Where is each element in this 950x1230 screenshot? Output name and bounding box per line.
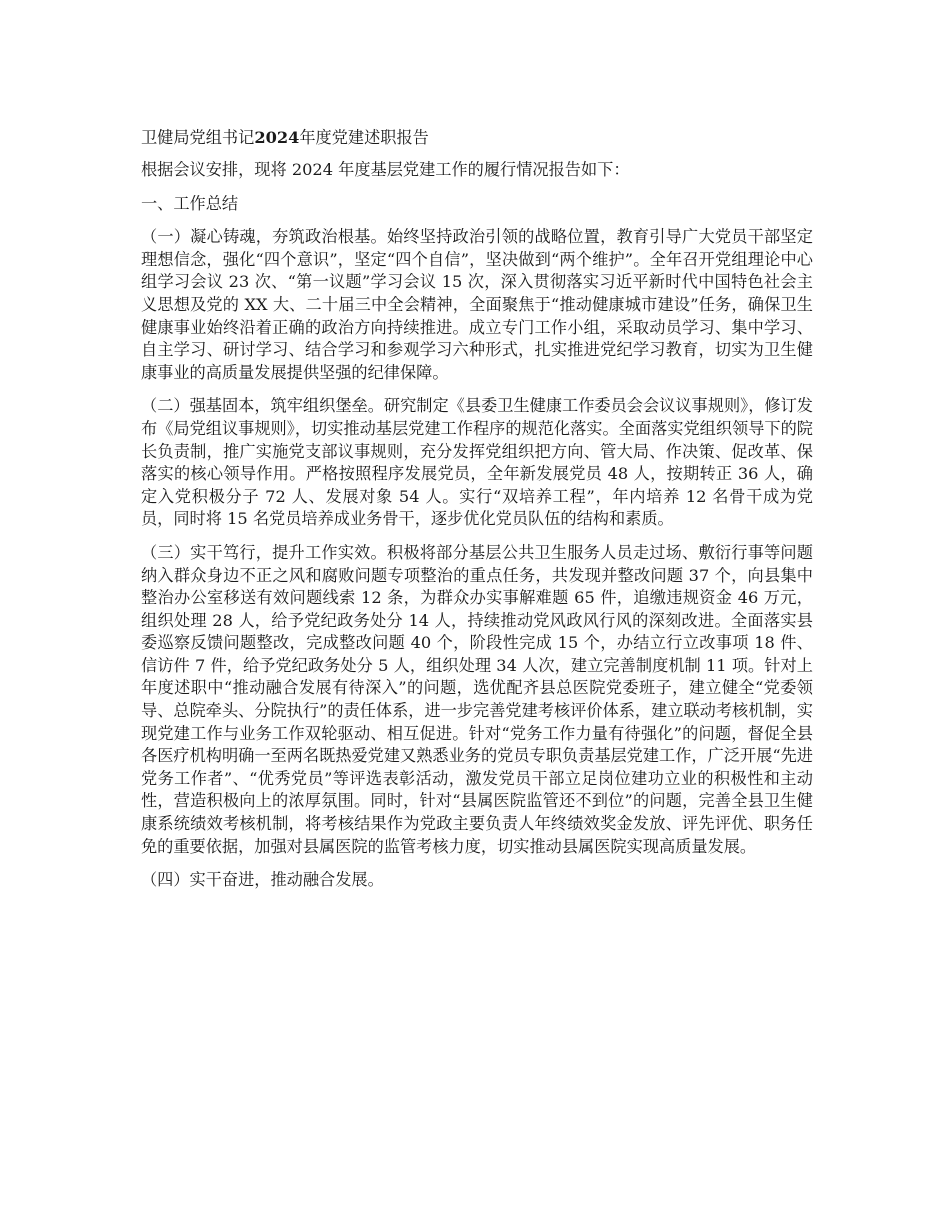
- section-heading-integration: （四）实干奋进，推动融合发展。: [141, 870, 384, 890]
- document-title: [141, 126, 813, 150]
- paragraph-work-effectiveness: （三）实干笃行，提升工作实效。积极将部分基层公共卫生服务人员走过场、敷衍行事等问题纳入群众身边不正之风和腐败问题专项整治的重点任务，共发现并整改问题 37 个，向县集中整治办公室移送有效问题线索 12 条，为群众办实事解难题 65 件，追缴违规资金 46 万元，组织处理 28 人，给予党纪政务处分 14 人，持续推动党风政风行风的深刻改进。全面落实县委巡察反馈问题整改，完成整改问题 40 个，阶段性完成 15 个，办结立行立改事项 18 件、信访件 7 件，给予党纪政务处分 5 人，组织处理 34 人次，建立完善制度机制 11 项。针对上年度述职中“推动融合发展有待深入”的问题，选优配齐县总医院党委班子，建立健全“党委领导、总院牵头、分院执行”的责任体系，进一步完善党建考核评价体系，建立联动考核机制，实现党建工作与业务工作双轮驱动、相互促进。针对“党务工作力量有待强化”的问题，督促全县各医疗机构明确一至两名既热爱党建又熟悉业务的党员专职负责基层党建工作，广泛开展“先进党务工作者”、“优秀党员”等评选表彰活动，激发党员干部立足岗位建功立业的积极性和主动性，营造积极向上的浓厚氛围。同时，针对“县属医院监管还不到位”的问题，完善全县卫生健康系统绩效考核机制，将考核结果作为党政主要负责人年终绩效奖金发放、评先评优、职务任免的重要依据，加强对县属医院的监管考核力度，切实推动县属医院实现高质量发展。: [141, 542, 813, 856]
- intro-paragraph: 根据会议安排，现将 2024 年度基层党建工作的履行情况报告如下：: [141, 160, 630, 179]
- paragraph-organization-building: （二）强基固本，筑牢组织堡垒。研究制定《县委卫生健康工作委员会会议议事规则》，修订发布《局党组议事规则》，切实推动基层党建工作程序的规范化落实。全面落实党组织领导下的院长负责制，推广实施党支部议事规则，充分发挥党组织把方向、管大局、作决策、促改革、保落实的核心领导作用。严格按照程序发展党员，全年新发展党员 48 人，按期转正 36 人，确定入党积极分子 72 人、发展对象 54 人。实行“双培养工程”，年内培养 12 名骨干成为党员，同时将 15 名党员培养成业务骨干，逐步优化党员队伍的结构和素质。: [141, 396, 813, 529]
- paragraph-political-foundation: （一）凝心铸魂，夯筑政治根基。始终坚持政治引领的战略位置，教育引导广大党员干部坚定理想信念，强化“四个意识”，坚定“四个自信”，坚决做到“两个维护”。全年召开党组理论中心组学习会议 23 次、“第一议题”学习会议 15 次，深入贯彻落实习近平新时代中国特色社会主义思想及党的 XX 大、二十届三中全会精神，全面聚焦于“推动健康城市建设”任务，确保卫生健康事业始终沿着正确的政治方向持续推进。成立专门工作小组，采取动员学习、集中学习、自主学习、研讨学习、结合学习和参观学习六种形式，扎实推进党纪学习教育，切实为卫生健康事业的高质量发展提供坚强的纪律保障。: [141, 227, 813, 382]
- section-heading-work-summary: 一、工作总结: [141, 193, 239, 213]
- title-year: 2024: [254, 128, 300, 147]
- document-page: [141, 126, 813, 903]
- title-prefix: 卫健局党组书记: [141, 128, 255, 147]
- title-suffix: 年度党建述职报告: [299, 128, 429, 147]
